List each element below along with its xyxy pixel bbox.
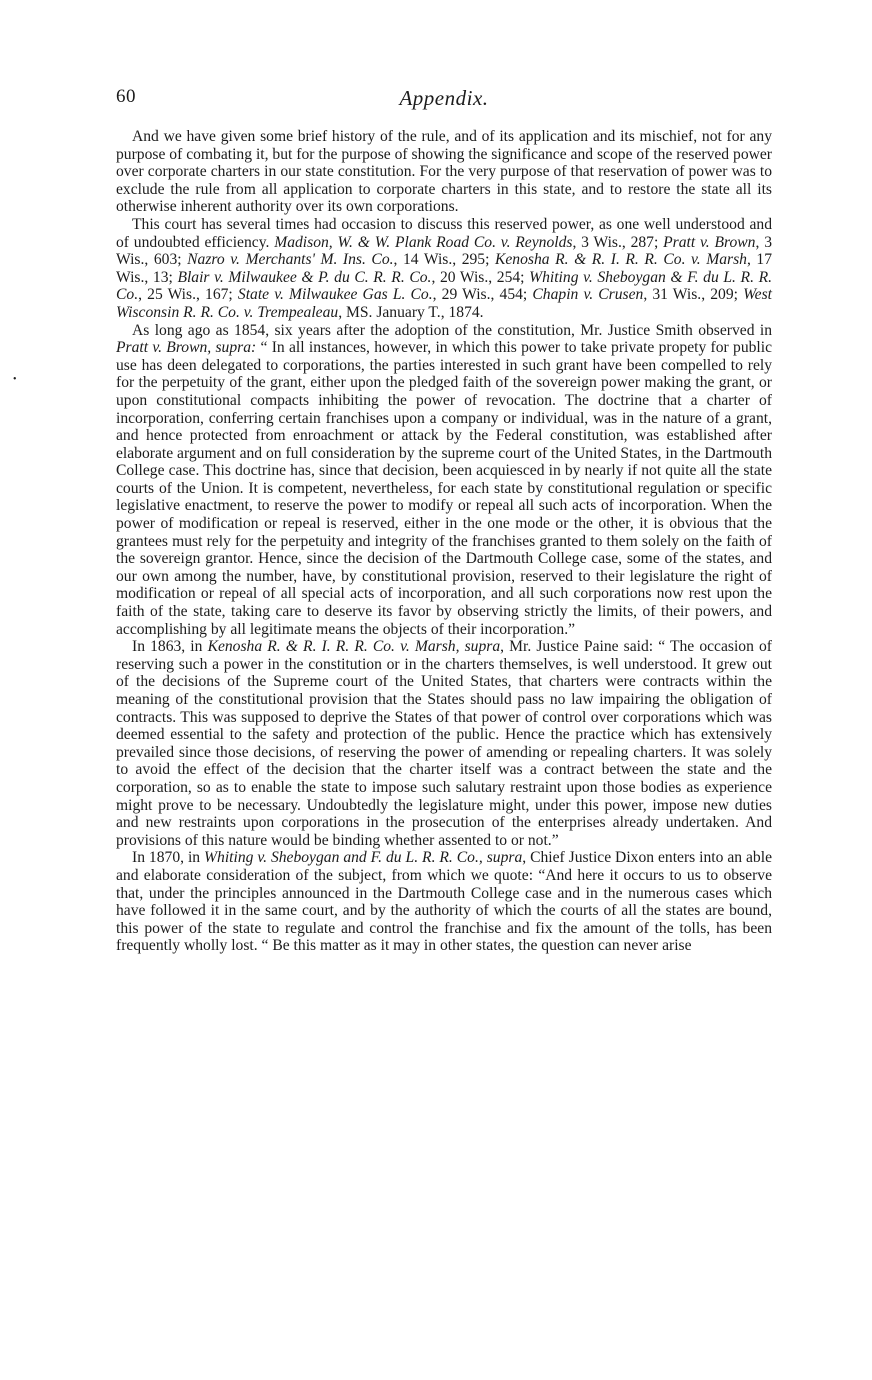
paragraph-text: This court has several times had occasion to discuss this reserved power, as one well understood and of undoubted efficiency. <box>116 215 772 251</box>
case-citation: State v. Milwaukee Gas L. Co. <box>237 286 433 304</box>
paragraph-text: , 31 Wis., 209; <box>643 286 744 304</box>
case-citation: Nazro v. Merchants' M. Ins. Co. <box>187 251 394 269</box>
case-citation: Whiting v. Sheboygan & F. du L. R. R. Co. <box>116 268 772 304</box>
paragraph <box>116 216 772 322</box>
paragraph-text: And we have given some brief history of the rule, and of its application and its mischief, not for any purpose of combating it, but for the purpose of showing the significance and scope of the reserved power over corporate charters in our state constitution. For the very purpose of that reservation of power was to exclude the rule from all application to corporate charters in this state, and to restore the state all its otherwise inherent authority over its own corporations. <box>116 128 772 216</box>
paragraph <box>116 128 772 216</box>
paragraph <box>116 322 772 639</box>
paragraph-text: , 20 Wis., 254; <box>431 268 530 286</box>
paragraph-text: , 3 Wis., 603; <box>116 233 772 269</box>
paragraph <box>116 849 772 955</box>
paragraph-text: , 14 Wis., 295; <box>393 251 495 269</box>
running-head: Appendix. <box>399 86 489 110</box>
case-citation: Chapin v. Crusen <box>532 286 644 304</box>
page-number: 60 <box>116 86 136 107</box>
paragraph-text: As long ago as 1854, six years after the adoption of the constitution, Mr. Justice Smith observed in <box>132 321 772 339</box>
case-citation: Blair v. Milwaukee & P. du C. R. R. Co. <box>177 268 432 286</box>
paragraph <box>116 638 772 849</box>
paragraph-text: , 17 Wis., 13; <box>116 251 773 286</box>
case-citation: Kenosha R. & R. I. R. R. Co. v. Marsh <box>494 251 747 269</box>
paragraph-text: In 1870, in <box>132 849 205 867</box>
body-text <box>116 128 772 955</box>
case-citation: Whiting v. Sheboygan and F. du L. R. R. Co., supra <box>204 849 523 867</box>
case-citation: Kenosha R. & R. I. R. R. Co. v. Marsh, supra <box>207 638 501 656</box>
paragraph-text: , 29 Wis., 454; <box>432 286 533 304</box>
paragraph-text: , 3 Wis., 287; <box>572 233 664 251</box>
case-citation: Madison, W. & W. Plank Road Co. v. Reynolds <box>274 233 573 251</box>
paragraph-text: , Chief Justice Dixon enters into an able and elaborate consideration of the subject, from which we quote: “And here it occurs to us to observe that, under the principles announced in the Dartmouth College case and in the numerous cases which have followed it in the same court, and by the authority of which the courts of all the states are bound, this power of the state to regulate and control the franchise and fix the amount of the tolls, has been frequently wholly lost. “ Be this matter as it may in other states, the question can never arise <box>116 849 772 955</box>
page-header <box>116 86 772 112</box>
paragraph-text: , 25 Wis., 167; <box>138 286 238 304</box>
case-citation: Pratt v. Brown <box>663 233 756 251</box>
paragraph-text: “ In all instances, however, in which this power to take private propety for public use has deen delegated to corporations, the parties interested in such grant have been compelled to rely for the perpetuity of the grant, either upon the pledged faith of the sovereign power making the grant, or upon constitutional compacts inhibiting the power of revocation. The doctrine that a charter of incorporation, conferring certain franchises upon a company or individual, was in the nature of a grant, and hence protected from enroachment or attack by the Federal constitution, was established after elaborate argument and on full consideration by the supreme court of the United States, in the Dartmouth College case. This doctrine has, since that decision, been acquiesced in by nearly if not quite all the state courts of the Union. It is competent, nevertheless, for each state by constitutional regulation or specific legislative enactment, to reserve the power to modify or repeal all such acts of incorporation. When the power of modification or repeal is reserved, either in the one mode or the other, it is obvious that the grantees must rely for the perpetuity and integrity of the franchises granted to them solely on the faith of the sovereign grantor. Hence, since the decision of the Dartmouth College case, some of the states, and our own among the number, have, by constitutional provision, reserved to their legislature the right of modification or repeal of all special acts of incorporation, and all such corporations now rest upon the faith of the state, taking care to deserve its favor by observing strictly the limits, of their powers, and accomplishing by all legitimate means the objects of their incorporation.” <box>116 339 772 638</box>
paragraph-text: , MS. January T., 1874. <box>338 303 484 321</box>
paragraph-text: , Mr. Justice Paine said: “ The occasion of reserving such a power in the constitution or in the charters themselves, is well understood. It grew out of the decisions of the Supreme court of the United States, that charters were contracts within the meaning of the constitutional provision that the States should pass no law impairing the obligation of contracts. This was supposed to deprive the States of that power of control over corporations which was deemed essential to the safety and protection of the public. Hence the practice which has extensively prevailed since those decisions, of reserving the power of amending or repealing charters. It was solely to avoid the effect of the decision that the charter itself was a contract between the state and the corporation, so as to enable the state to impose such salutary restraint upon those bodies as experience might prove to be necessary. Undoubtedly the legislature might, under this power, impose new duties and new restraints upon corporations in the prosecution of the enterprises already undertaken. And provisions of this nature would be binding whether assented to or not.” <box>116 638 773 849</box>
case-citation: West Wisconsin R. R. Co. v. Trempealeau <box>116 286 772 321</box>
margin-dot: • <box>13 374 17 385</box>
case-citation: Pratt v. Brown, supra: <box>116 339 257 357</box>
paragraph-text: In 1863, in <box>132 638 208 656</box>
